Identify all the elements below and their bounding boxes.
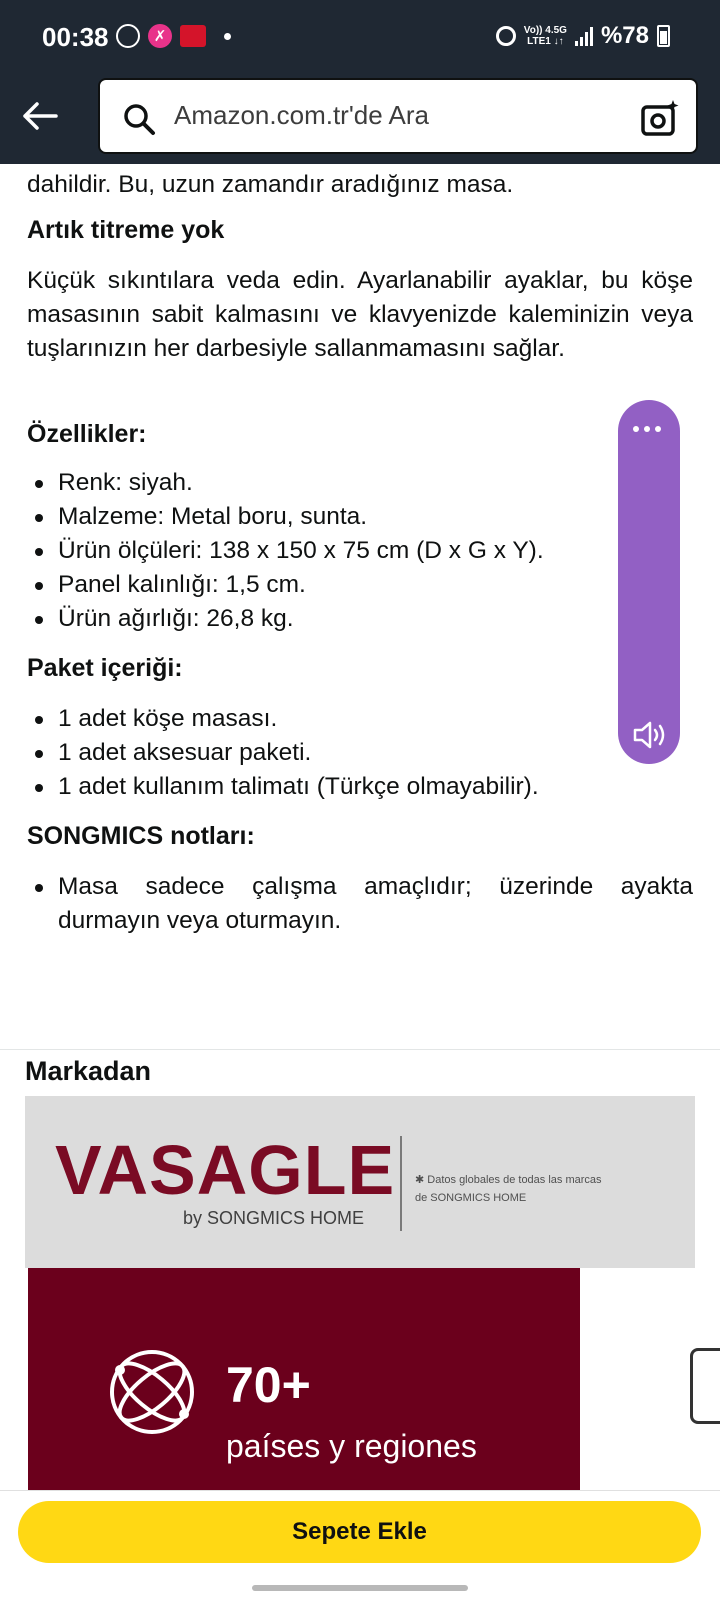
alarm-icon [496,26,516,46]
list-item: Ürün ölçüleri: 138 x 150 x 75 cm (D x G x Y). [27,534,693,568]
stat-label: países y regiones [226,1428,477,1464]
brand-divider [400,1136,402,1231]
brand-section-heading: Markadan [25,1056,152,1086]
app-notification-icon: ✗ [148,24,172,48]
brand-stat-card[interactable] [28,1268,580,1490]
back-button[interactable] [20,96,60,136]
list-item: 1 adet aksesuar paketi. [27,736,693,770]
floating-accessibility-widget[interactable] [618,400,680,764]
globe-icon [106,1346,198,1438]
whatsapp-icon [116,24,140,48]
network-label-top: Vo)) 4.5G [523,25,567,36]
speaker-icon[interactable] [632,720,668,750]
document-icon [690,1348,720,1424]
notification-icons [116,24,231,48]
features-list [27,466,693,636]
list-item: 1 adet köşe masası. [27,702,693,736]
notes-heading: SONGMICS notları: [27,822,255,850]
search-header [0,78,720,164]
search-input[interactable]: Amazon.com.tr'de Ara [174,100,429,130]
next-brand-card[interactable] [606,1268,720,1490]
stat-number: 70+ [226,1357,311,1413]
list-item: Masa sadece çalışma amaçlıdır; üzerinde ayakta durmayın veya oturmayın. [27,870,693,938]
bottom-action-bar [0,1490,720,1601]
search-bar[interactable] [98,78,698,154]
camera-search-icon[interactable] [640,98,680,138]
list-item: Ürün ağırlığı: 26,8 kg. [27,602,693,636]
brand-logo: VASAGLE [55,1131,396,1209]
features-heading: Özellikler: [27,420,147,448]
battery-percent: %78 [600,22,649,49]
more-notifications-dot-icon [224,33,231,40]
system-icons [496,22,670,50]
list-item: Renk: siyah. [27,466,693,500]
add-to-cart-button[interactable]: Sepete Ekle [18,1501,701,1563]
status-bar [0,0,720,78]
status-time: 00:38 [42,22,109,52]
list-item: Malzeme: Metal boru, sunta. [27,500,693,534]
network-label-bottom: LTE1 ↓↑ [527,36,564,47]
brand-logo-subtitle: by SONGMICS HOME [183,1208,365,1228]
more-options-icon[interactable] [633,426,661,432]
list-item: 1 adet kullanım talimatı (Türkçe olmayabilir). [27,770,693,804]
network-indicator [524,25,567,47]
search-icon [122,102,156,136]
brand-note: ✱ Datos globales de todas las marcas de SONGMICS HOME [415,1174,602,1204]
package-list [27,702,693,804]
list-item: Panel kalınlığı: 1,5 cm. [27,568,693,602]
section-divider [0,1049,720,1050]
notes-list [27,870,693,938]
battery-icon [657,25,670,47]
home-indicator[interactable] [252,1585,468,1591]
section-text-no-wobble: Küçük sıkıntılara veda edin. Ayarlanabilir ayaklar, bu köşe masasının sabit kalmasını ve klavyenizde kaleminizin veya tuşlarınızın her darbesiyle sallanmamasını sağlar. [27,267,693,362]
section-heading-no-wobble: Artık titreme yok [27,216,225,244]
package-heading: Paket içeriği: [27,654,183,682]
brand-banner[interactable] [25,1096,695,1268]
signal-icon [575,26,593,46]
app-notification-icon-2 [180,25,206,47]
back-arrow-icon [22,101,58,131]
description-text: dahildir. Bu, uzun zamandır aradığınız masa. [27,171,514,198]
